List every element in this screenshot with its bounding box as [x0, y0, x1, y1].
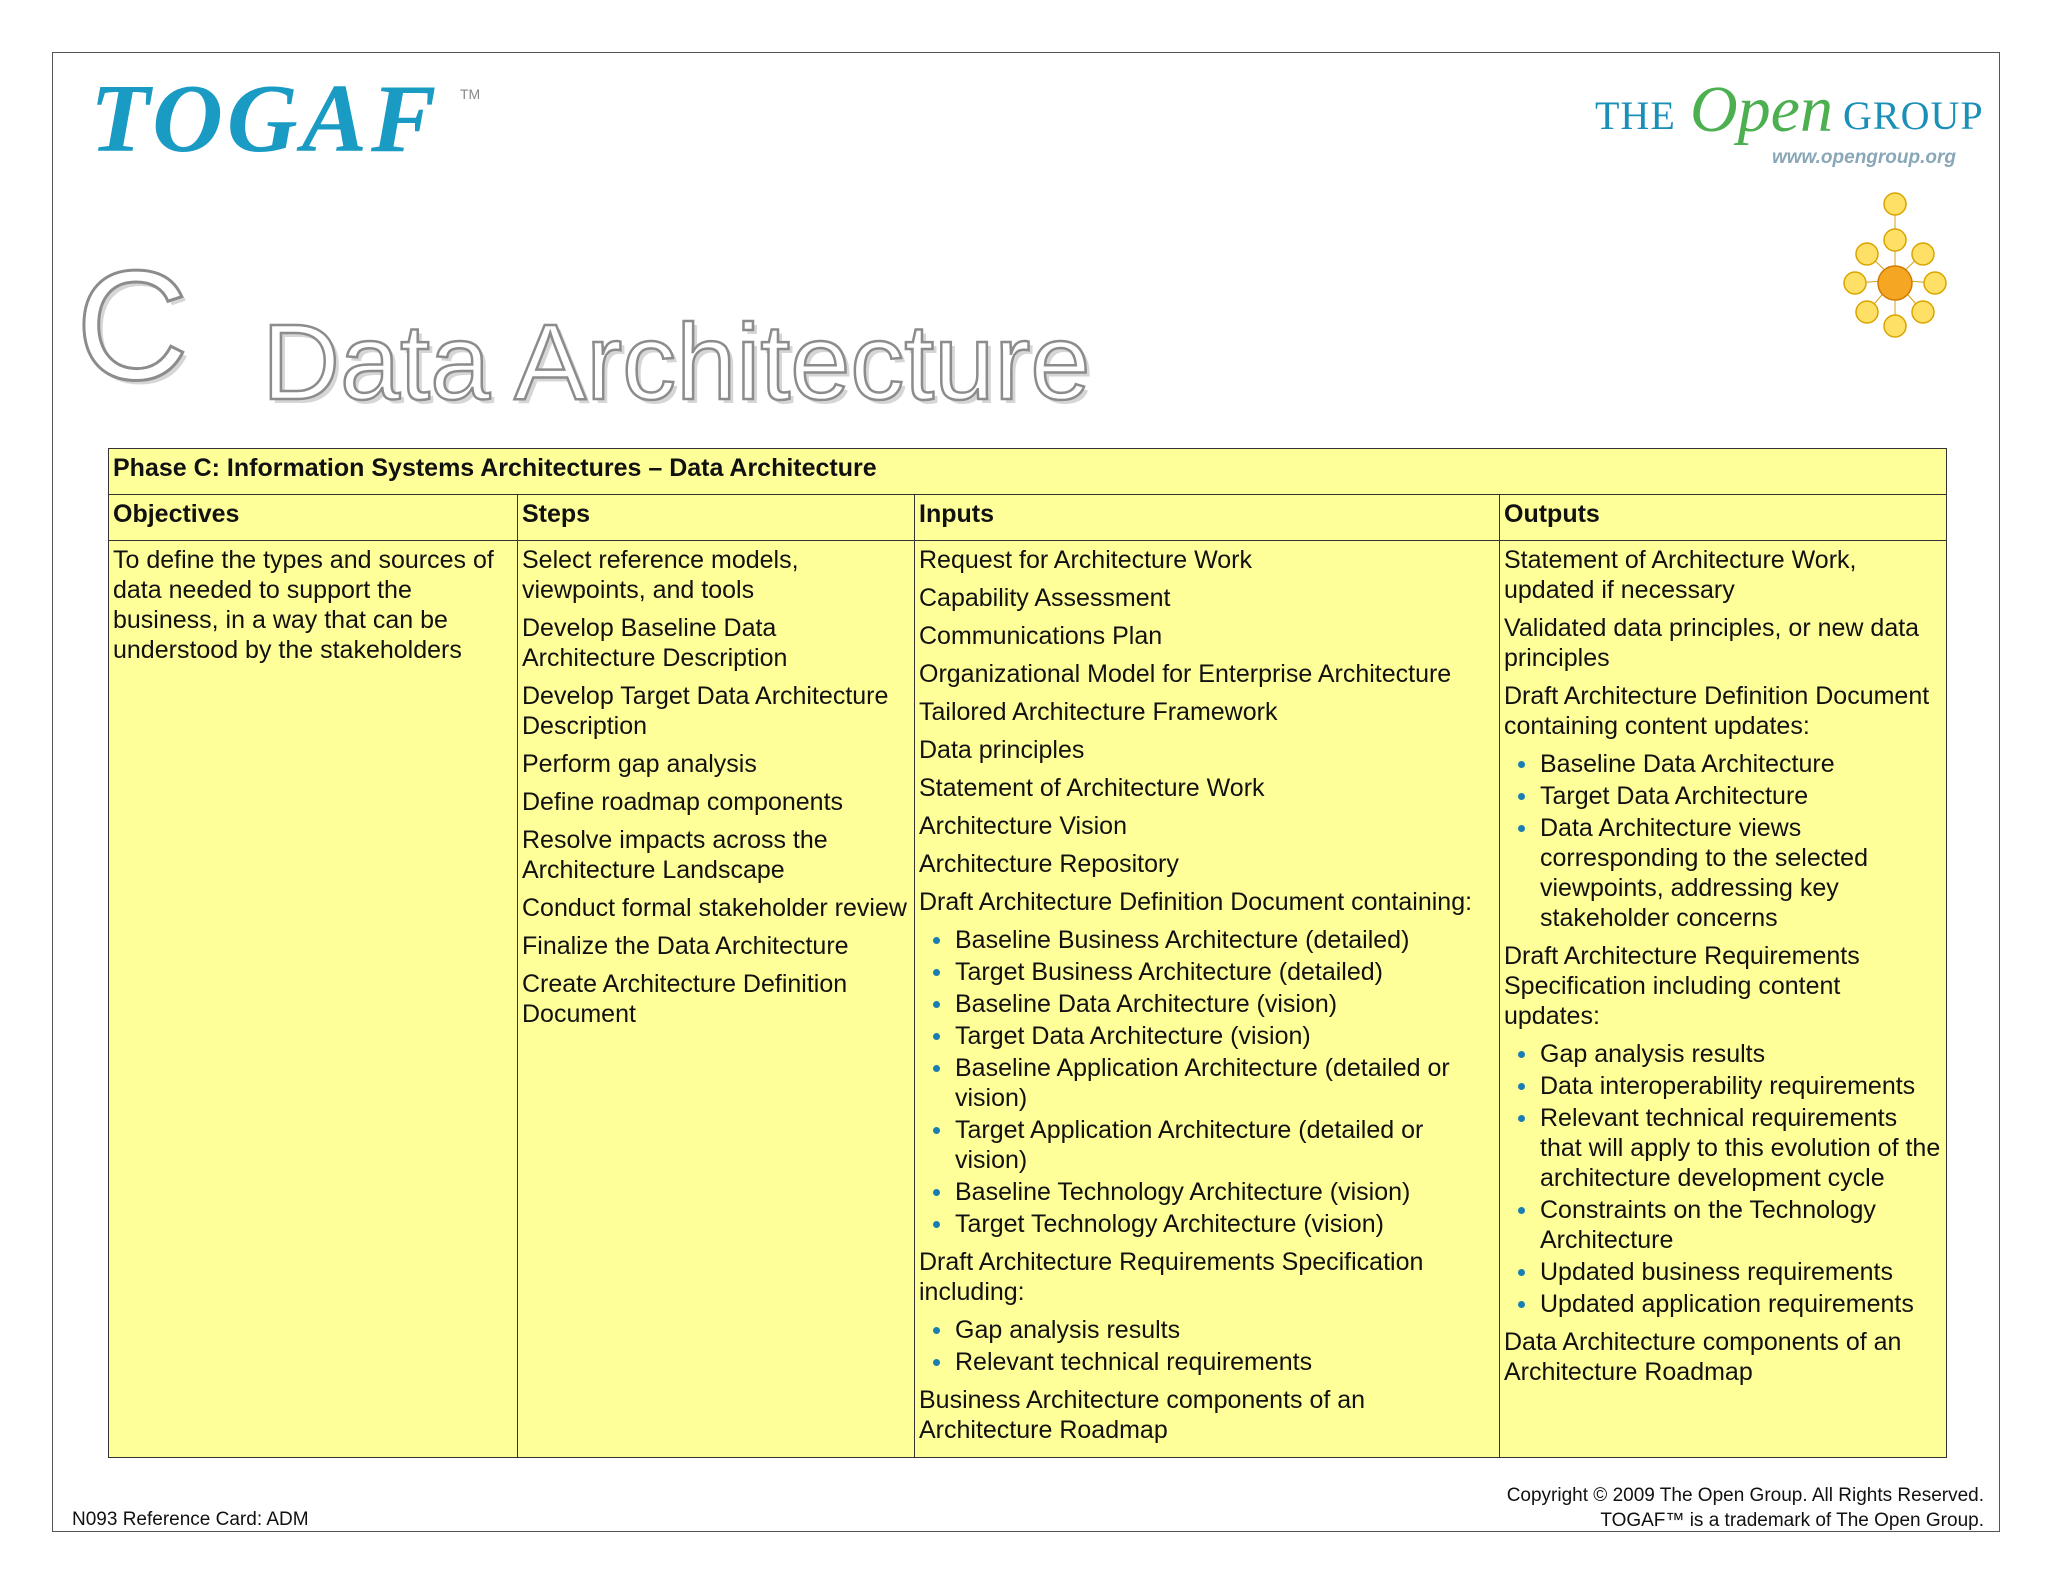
input-item: Statement of Architecture Work: [919, 774, 1265, 802]
list-item: Baseline Data Architecture (vision): [955, 989, 1495, 1019]
step-item: Finalize the Data Architecture: [522, 932, 849, 960]
output-add-list: [1504, 749, 1942, 933]
list-item: Data interoperability requirements: [1540, 1071, 1942, 1101]
output-ars-heading: Draft Architecture Requirements Specification including content updates:: [1504, 942, 1860, 1030]
input-add-heading: Draft Architecture Definition Document containing:: [919, 888, 1473, 916]
step-item: Create Architecture Definition Document: [522, 970, 848, 1028]
header-inputs: Inputs: [915, 495, 1500, 541]
header-steps: Steps: [518, 495, 915, 541]
input-item: Architecture Repository: [919, 850, 1179, 878]
step-item: Develop Target Data Architecture Description: [522, 682, 889, 740]
footer-card-id: N093 Reference Card: ADM: [72, 1509, 309, 1530]
input-ars-list: [919, 1315, 1495, 1377]
step-item: Define roadmap components: [522, 788, 844, 816]
footer-copyright: Copyright © 2009 The Open Group. All Rights Reserved.: [1506, 1485, 1984, 1506]
list-item: Target Data Architecture: [1540, 781, 1942, 811]
list-item: Gap analysis results: [955, 1315, 1495, 1345]
input-item: Tailored Architecture Framework: [919, 698, 1278, 726]
header-objectives: Objectives: [109, 495, 518, 541]
input-item: Data principles: [919, 736, 1085, 764]
step-item: Develop Baseline Data Architecture Description: [522, 614, 788, 672]
input-add-list: [919, 925, 1495, 1239]
phase-reference-table: [108, 448, 1947, 1458]
togaf-logo: TOGAF: [90, 65, 441, 173]
input-item: Request for Architecture Work: [919, 546, 1253, 574]
input-item: Organizational Model for Enterprise Architecture: [919, 660, 1452, 688]
step-item: Perform gap analysis: [522, 750, 757, 778]
footer-trademark: TOGAF™ is a trademark of The Open Group.: [1600, 1510, 1984, 1531]
input-ars-heading: Draft Architecture Requirements Specification including:: [919, 1248, 1424, 1306]
open-group-open-word: Open: [1690, 73, 1833, 146]
input-item: Business Architecture components of an Architecture Roadmap: [919, 1386, 1366, 1444]
output-item: Statement of Architecture Work, updated if necessary: [1504, 546, 1857, 604]
phase-letter: C: [76, 239, 189, 413]
list-item: Relevant technical requirements: [955, 1347, 1495, 1377]
objectives-cell: [109, 541, 518, 1458]
steps-cell: [518, 541, 915, 1458]
list-item: Updated business requirements: [1540, 1257, 1942, 1287]
list-item: Data Architecture views corresponding to the selected viewpoints, addressing key stakeholder concerns: [1540, 813, 1942, 933]
output-ars-list: [1504, 1039, 1942, 1319]
open-group-url[interactable]: www.opengroup.org: [1772, 147, 1956, 168]
adm-cycle-icon: [1835, 188, 1955, 348]
phase-title: Data Architecture: [262, 301, 1091, 422]
input-item: Architecture Vision: [919, 812, 1127, 840]
togaf-trademark: TM: [460, 86, 481, 102]
inputs-cell: [915, 541, 1500, 1458]
list-item: Target Business Architecture (detailed): [955, 957, 1495, 987]
open-group-group: GROUP: [1843, 93, 1984, 138]
input-item: Capability Assessment: [919, 584, 1171, 612]
input-item: Communications Plan: [919, 622, 1163, 650]
objective-item: To define the types and sources of data needed to support the business, in a way that can be understood by the stakeholders: [113, 546, 494, 664]
table-caption: Phase C: Information Systems Architectures – Data Architecture: [109, 449, 1947, 495]
list-item: Relevant technical requirements that will apply to this evolution of the architecture development cycle: [1540, 1104, 1941, 1192]
output-item: Validated data principles, or new data principles: [1504, 614, 1920, 672]
outputs-cell: [1500, 541, 1947, 1458]
footer-legal: [1507, 1483, 1984, 1533]
output-item: Data Architecture components of an Architecture Roadmap: [1504, 1328, 1902, 1386]
step-item: Select reference models, viewpoints, and tools: [522, 546, 799, 604]
list-item: Constraints on the Technology Architecture: [1540, 1195, 1942, 1255]
list-item: Baseline Data Architecture: [1540, 749, 1942, 779]
header-outputs: Outputs: [1500, 495, 1947, 541]
list-item: Gap analysis results: [1540, 1039, 1942, 1069]
list-item: Target Technology Architecture (vision): [955, 1209, 1495, 1239]
step-item: Resolve impacts across the Architecture Landscape: [522, 826, 828, 884]
open-group-open: [1690, 72, 1833, 148]
output-add-heading: Draft Architecture Definition Document containing content updates:: [1504, 682, 1930, 740]
list-item: Baseline Technology Architecture (vision): [955, 1177, 1495, 1207]
list-item: Baseline Business Architecture (detailed): [955, 925, 1495, 955]
step-item: Conduct formal stakeholder review: [522, 894, 907, 922]
list-item: Updated application requirements: [1540, 1289, 1942, 1319]
open-group-logo: [1595, 72, 1984, 146]
open-group-the: THE: [1595, 93, 1676, 138]
list-item: Baseline Application Architecture (detailed or vision): [955, 1053, 1495, 1113]
list-item: Target Data Architecture (vision): [955, 1021, 1495, 1051]
list-item: Target Application Architecture (detailed or vision): [955, 1115, 1495, 1175]
